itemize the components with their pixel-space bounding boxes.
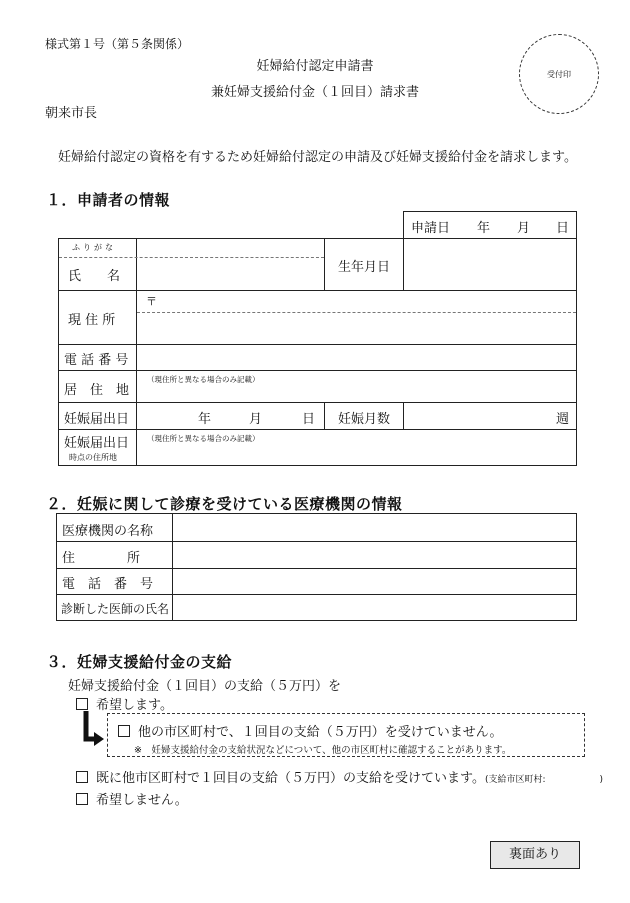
stamp-label: 受付印 [547,70,571,79]
option-no[interactable] [76,789,188,808]
pregnancy-report-date-label: 妊娠届出日 [64,412,130,427]
report-address-label: 妊娠届出日 [64,436,130,451]
sub-option-label: 他の市区町村で、１回目の支給（５万円）を受けていません。 [138,725,503,740]
back-side-button[interactable]: 裏面あり [490,841,580,869]
address-field[interactable] [137,313,576,344]
received-municipality-note: (支給市区町村: ) [484,775,604,785]
wish-checkbox[interactable] [76,698,88,710]
name-field[interactable] [137,258,324,290]
residence-label: 居 住 地 [64,383,130,398]
furigana-label: ふりがな [72,243,116,252]
sub-option-note: ※ 妊婦支援給付金の支給状況などについて、他の市区町村に確認することがあります。 [134,745,512,756]
weeks-unit: 週 [556,412,570,427]
reception-stamp-circle [519,34,599,114]
furigana-field[interactable] [137,239,324,257]
report-address-note: （現住所と異なる場合のみ記載） [147,434,260,443]
residence-field[interactable] [137,371,576,402]
doctor-name-label: 診断した医師の氏名 [61,602,170,616]
application-date-box [403,211,577,239]
application-date-label: 申請日 [411,221,451,236]
doctor-name-field[interactable] [173,595,576,620]
sub-option[interactable] [118,721,503,740]
phone-field[interactable] [137,345,576,370]
app-date-day[interactable]: 日 [556,221,570,236]
form-title-line1: 妊婦給付認定申請書 [256,59,374,74]
intro-text: 妊婦給付認定の資格を有するため妊婦給付認定の申請及び妊婦支援給付金を請求します。 [58,150,577,165]
sub-option-box [107,713,585,757]
institution-name-label: 医療機関の名称 [62,524,154,539]
arrow-down-right-icon [80,711,106,749]
app-date-month[interactable]: 月 [517,221,531,236]
report-address-field[interactable] [137,430,576,465]
form-title-line2: 兼妊婦支援給付金（１回目）請求書 [210,85,419,100]
app-date-year[interactable]: 年 [477,221,491,236]
section3-heading: ３．妊婦支援給付金の支給 [46,653,233,671]
phone-label: 電 話 番 号 [64,353,129,368]
no-wish-checkbox[interactable] [76,793,88,805]
report-date-year[interactable]: 年 [198,412,212,427]
received-checkbox[interactable] [76,771,88,783]
pregnancy-weeks-field[interactable] [404,403,554,429]
option-received[interactable] [76,767,603,786]
institution-address-field[interactable] [173,542,576,568]
no-wish-label: 希望しません。 [96,793,188,808]
address-label: 現 住 所 [68,313,116,328]
institution-name-field[interactable] [173,514,576,541]
residence-note: （現住所と異なる場合のみ記載） [147,375,260,384]
postal-mark: 〒 [146,295,157,308]
pregnancy-months-label: 妊娠月数 [338,412,391,427]
payment-lead: 妊婦支援給付金（１回目）の支給（５万円）を [68,679,342,694]
section2-heading: ２．妊娠に関して診療を受けている医療機関の情報 [46,495,403,513]
institution-phone-label: 電 話 番 号 [62,577,154,592]
institution-phone-field[interactable] [173,569,576,594]
form-number: 様式第１号（第５条関係） [45,37,190,51]
addressee: 朝来市長 [45,106,98,121]
wish-label: 希望します。 [96,698,173,713]
name-label: 氏 名 [68,269,121,284]
received-label: 既に他市区町村で１回目の支給（５万円）の支給を受けています。 [96,771,485,786]
institution-address-label: 住 所 [62,551,141,566]
birthdate-field[interactable] [404,239,576,290]
report-address-sublabel: 時点の住所地 [69,453,117,462]
report-date-month[interactable]: 月 [249,412,263,427]
section1-heading: １．申請者の情報 [46,191,171,209]
birthdate-label: 生年月日 [338,260,391,275]
report-date-day[interactable]: 日 [302,412,316,427]
not-received-checkbox[interactable] [118,725,130,737]
